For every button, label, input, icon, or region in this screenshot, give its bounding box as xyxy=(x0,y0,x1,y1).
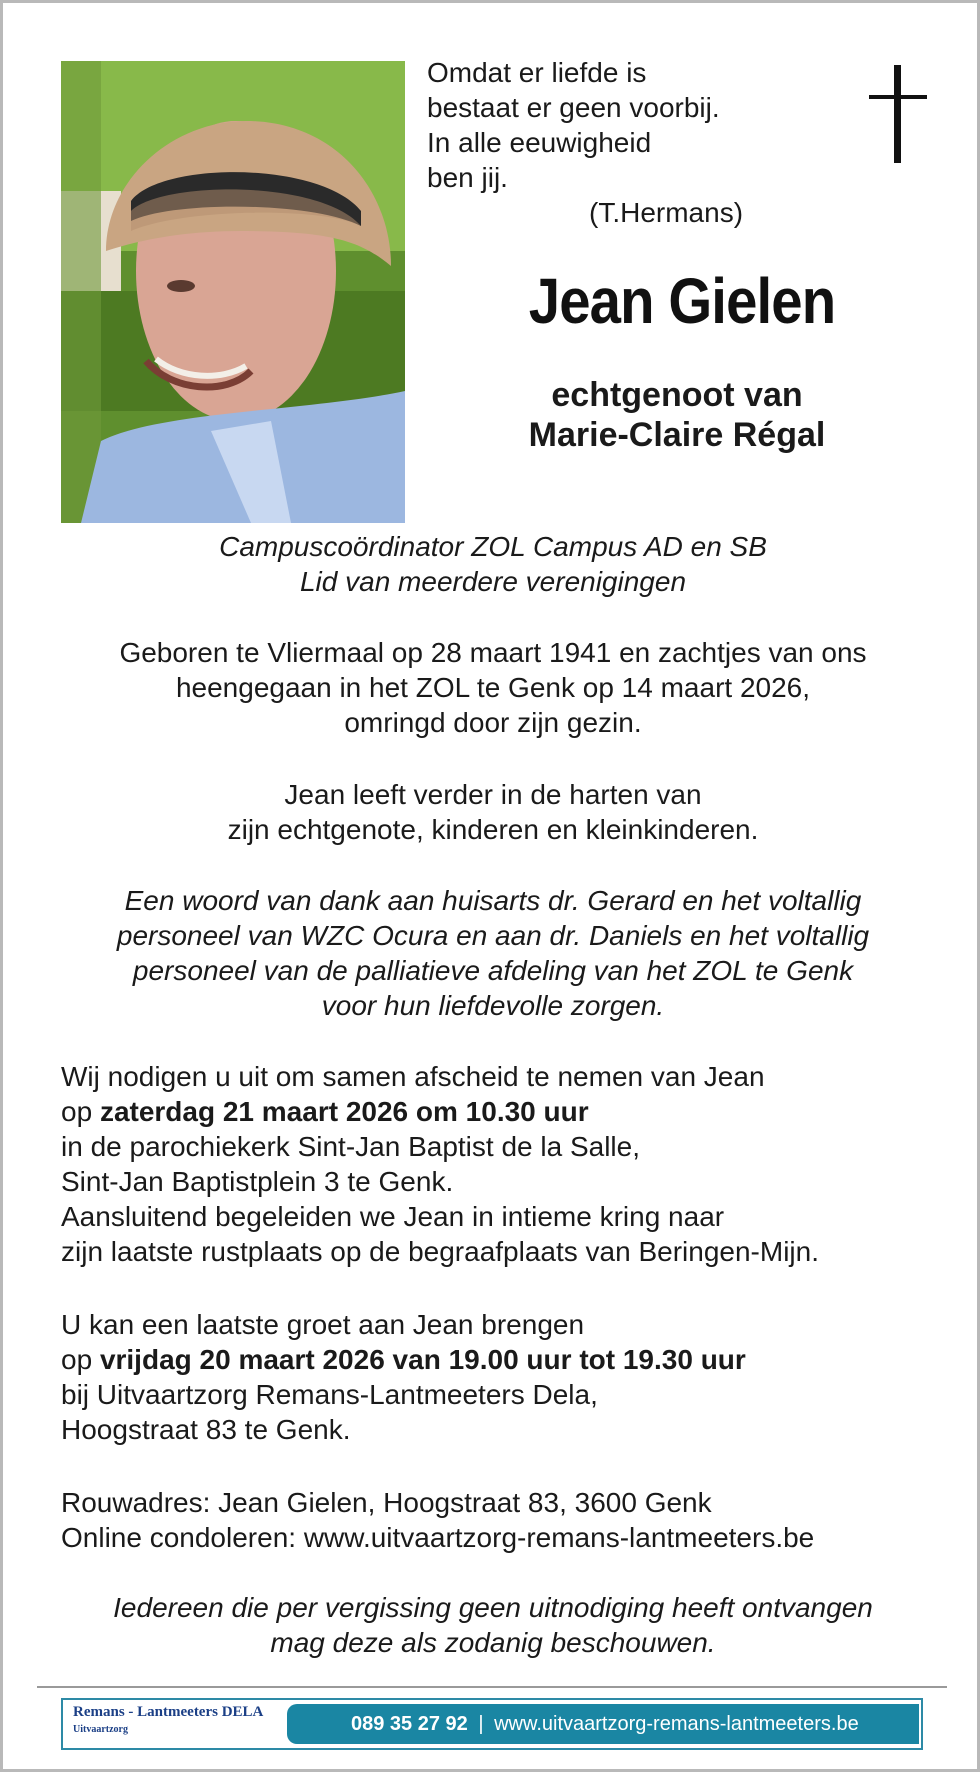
thanks-line: personeel van WZC Ocura en aan dr. Daniels en het voltallig xyxy=(116,920,870,951)
visitation-line: Hoogstraat 83 te Genk. xyxy=(61,1414,351,1445)
poem-line: bestaat er geen voorbij. xyxy=(427,92,720,123)
thanks-line: Een woord van dank aan huisarts dr. Gerard en het voltallig xyxy=(124,885,862,916)
poem-line: In alle eeuwigheid xyxy=(427,127,652,158)
portrait-photo xyxy=(61,61,405,523)
farewell-line: zijn laatste rustplaats op de begraafplaats van Beringen-Mijn. xyxy=(61,1236,819,1267)
birth-death-block xyxy=(33,635,953,740)
funeral-home-footer xyxy=(61,1698,923,1750)
portrait-image xyxy=(61,61,405,523)
online-condolence: Online condoleren: www.uitvaartzorg-remans-lantmeeters.be xyxy=(61,1522,815,1553)
funeral-home-logo xyxy=(73,1704,278,1744)
farewell-intro: Wij nodigen u uit om samen afscheid te nemen van Jean xyxy=(61,1061,765,1092)
visitation-date-line xyxy=(61,1342,961,1377)
remembrance-line: Jean leeft verder in de harten van xyxy=(284,779,702,810)
birth-death-line: heengegaan in het ZOL te Genk op 14 maart 2026, xyxy=(175,672,811,703)
farewell-line: in de parochiekerk Sint-Jan Baptist de la Salle, xyxy=(61,1131,640,1162)
farewell-block xyxy=(61,1059,961,1269)
divider xyxy=(37,1686,947,1688)
website-link[interactable]: www.uitvaartzorg-remans-lantmeeters.be xyxy=(494,1713,859,1735)
poem-author: (T.Hermans) xyxy=(589,197,744,228)
contact-block xyxy=(61,1485,961,1555)
deceased-name: Jean Gielen xyxy=(528,265,836,337)
remembrance-line: zijn echtgenote, kinderen en kleinkinderen. xyxy=(227,814,759,845)
poem xyxy=(427,55,847,230)
spouse-block xyxy=(427,375,927,455)
roles-block xyxy=(33,529,953,599)
remembrance-block xyxy=(33,777,953,847)
closing-line: Iedereen die per vergissing geen uitnodiging heeft ontvangen xyxy=(113,1592,873,1623)
phone-number[interactable]: 089 35 27 92 xyxy=(351,1713,468,1735)
brand-name: Remans - Lantmeeters DELA xyxy=(73,1704,264,1720)
role-line: Campuscoördinator ZOL Campus AD en SB xyxy=(219,531,767,562)
mourning-address: Rouwadres: Jean Gielen, Hoogstraat 83, 3600 Genk xyxy=(61,1487,712,1518)
visitation-line: bij Uitvaartzorg Remans-Lantmeeters Dela, xyxy=(61,1379,598,1410)
thanks-line: personeel van de palliatieve afdeling van het ZOL te Genk xyxy=(132,955,854,986)
visitation-prefix: op xyxy=(61,1344,100,1375)
birth-death-line: Geboren te Vliermaal op 28 maart 1941 en zachtjes van ons xyxy=(119,637,867,668)
poem-line: ben jij. xyxy=(427,162,508,193)
thanks-line: voor hun liefdevolle zorgen. xyxy=(321,990,665,1021)
poem-line: Omdat er liefde is xyxy=(427,57,647,88)
separator: | xyxy=(478,1713,484,1735)
thanks-block xyxy=(33,883,953,1023)
farewell-date-line xyxy=(61,1094,961,1129)
farewell-prefix: op xyxy=(61,1096,100,1127)
closing-line: mag deze als zodanig beschouwen. xyxy=(270,1627,716,1658)
cross-icon xyxy=(869,65,927,163)
relation-label: echtgenoot van xyxy=(551,376,803,414)
farewell-line: Aansluitend begeleiden we Jean in intieme kring naar xyxy=(61,1201,725,1232)
closing-block xyxy=(33,1590,953,1660)
visitation-block xyxy=(61,1307,961,1447)
farewell-date: zaterdag 21 maart 2026 om 10.30 uur xyxy=(99,1096,589,1127)
spouse-name: Marie-Claire Régal xyxy=(528,416,826,454)
visitation-intro: U kan een laatste groet aan Jean brengen xyxy=(61,1309,585,1340)
visitation-date: vrijdag 20 maart 2026 van 19.00 uur tot 19.30 uur xyxy=(99,1344,746,1375)
birth-death-line: omringd door zijn gezin. xyxy=(344,707,642,738)
brand-subtitle: Uitvaartzorg xyxy=(73,1724,128,1735)
farewell-line: Sint-Jan Baptistplein 3 te Genk. xyxy=(61,1166,454,1197)
role-line: Lid van meerdere verenigingen xyxy=(299,566,687,597)
contact-bar xyxy=(287,1704,919,1744)
